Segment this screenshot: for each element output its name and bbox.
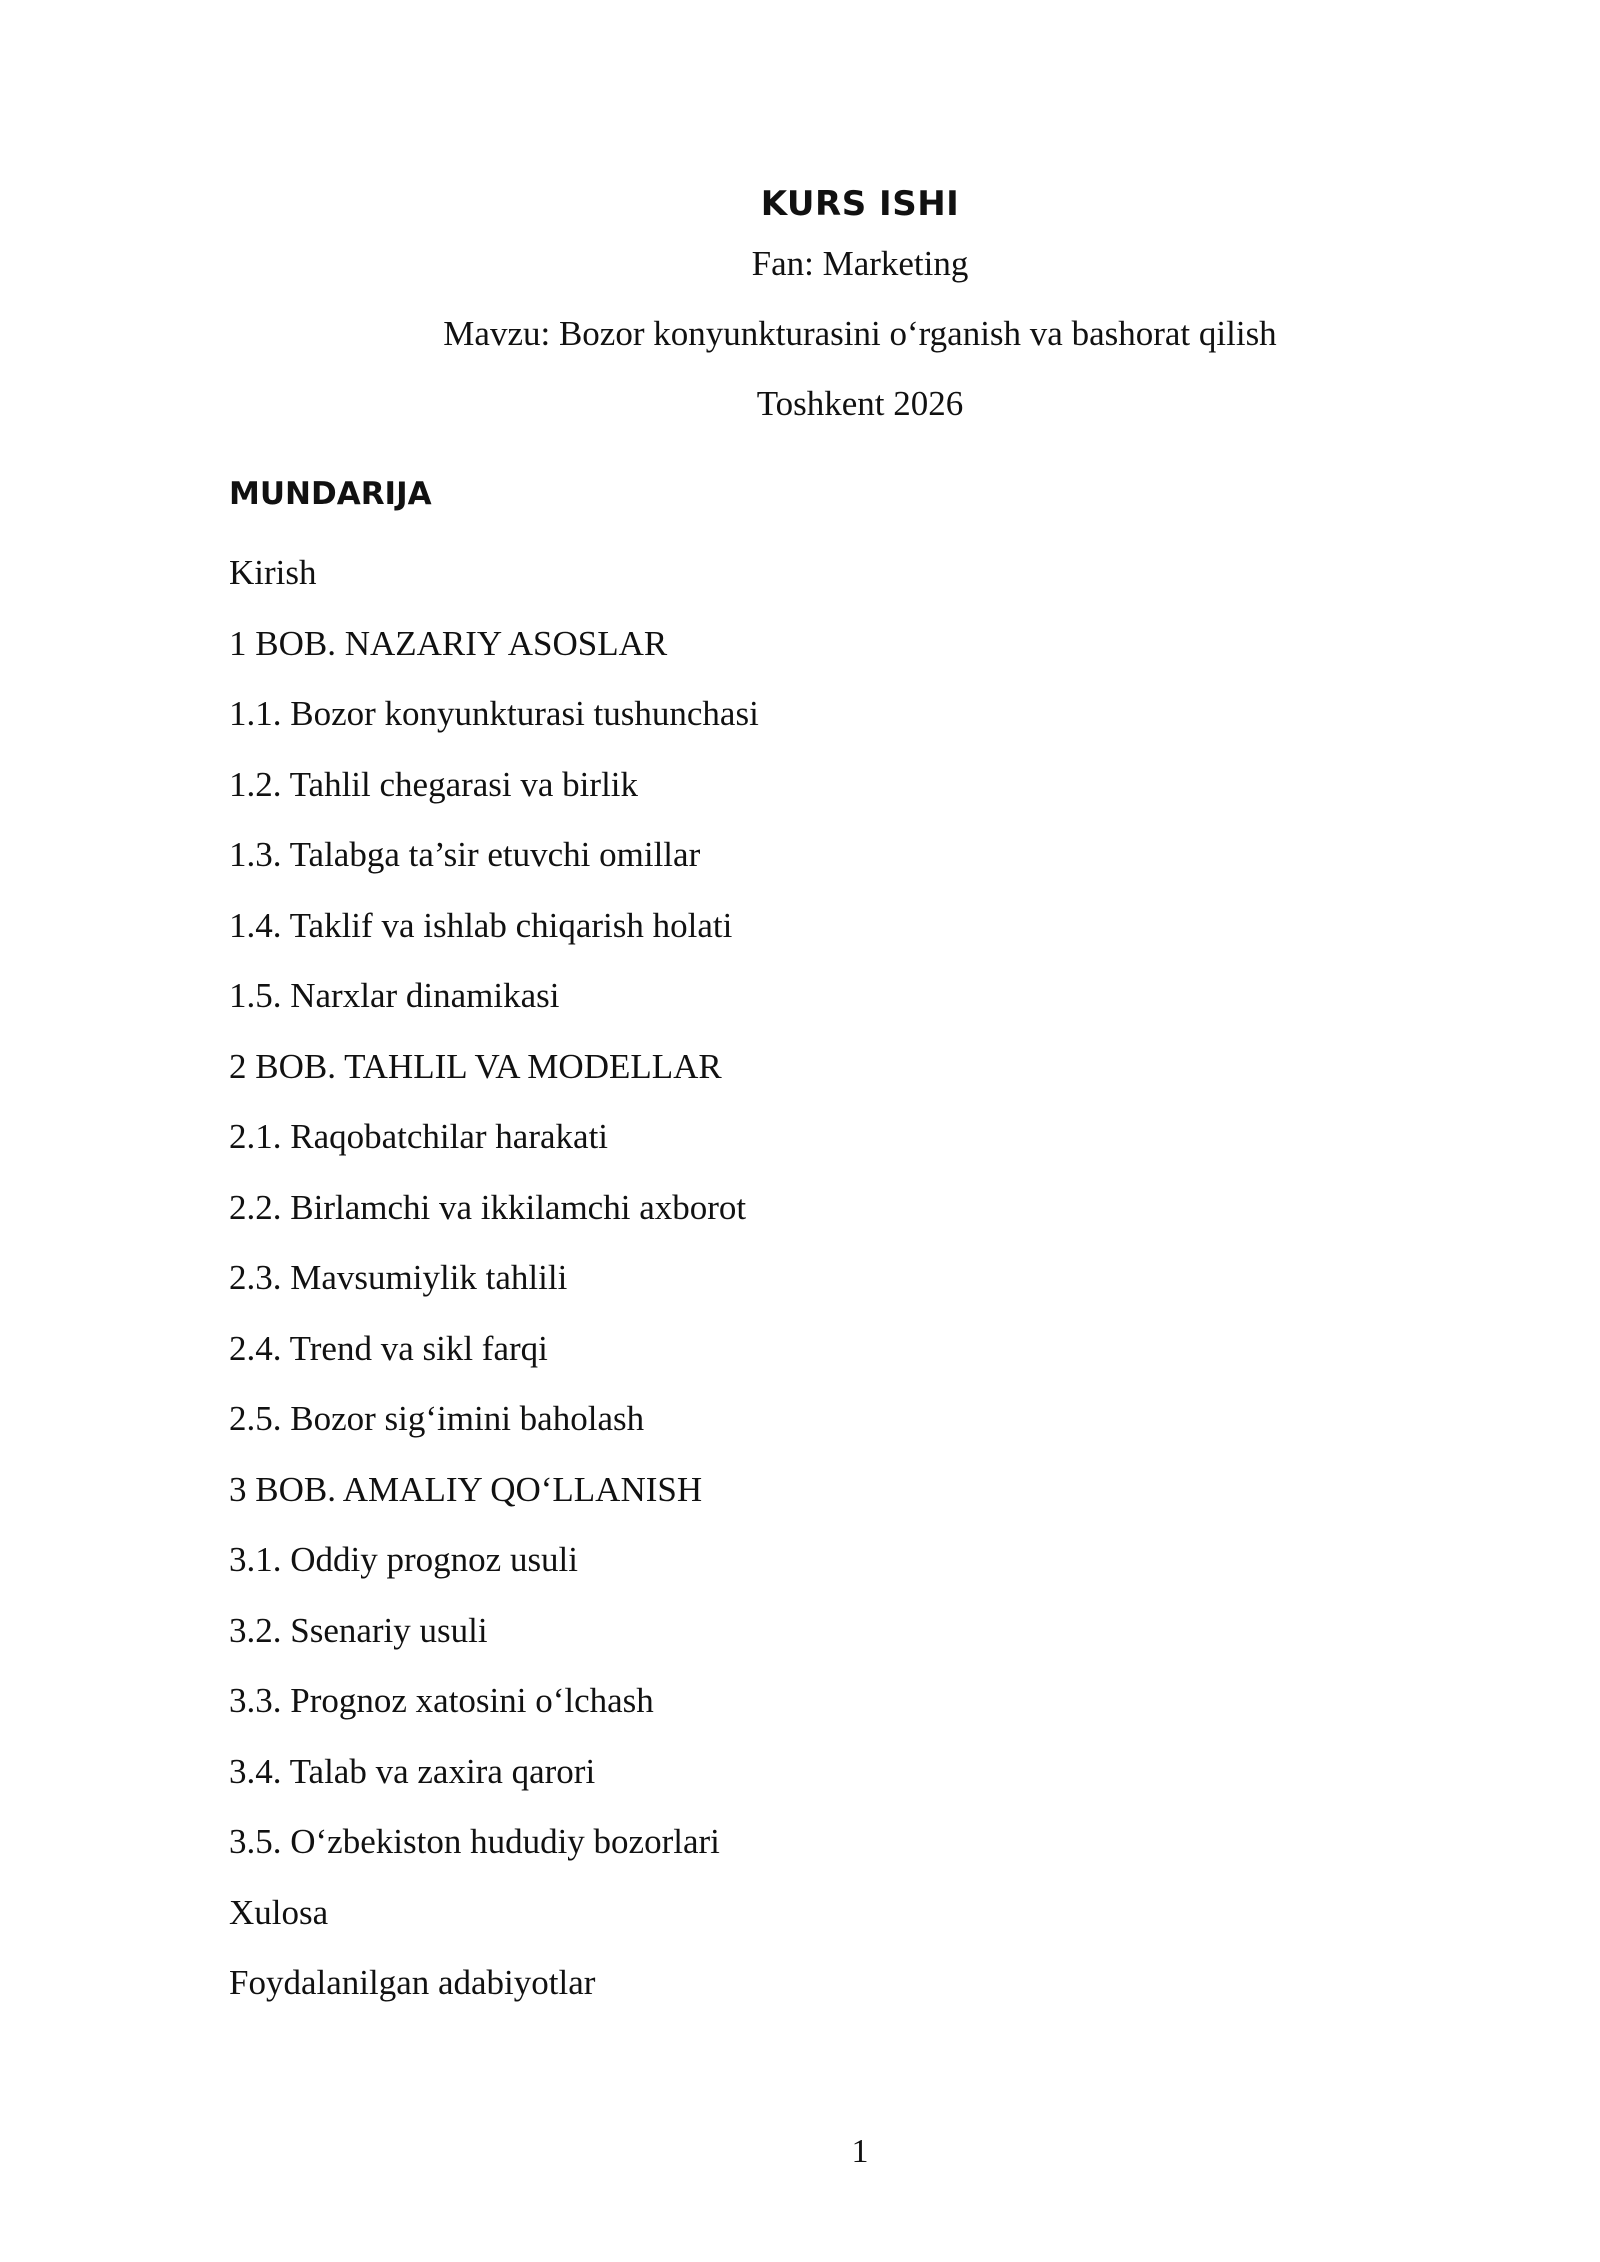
toc-item-chapter-2: 2 BOB. TAHLIL VA MODELLAR [229,1046,722,1086]
subject-line: Fan: Marketing [751,244,969,283]
toc-item-references: Foydalanilgan adabiyotlar [229,1963,596,2002]
toc-item-2-5: 2.5. Bozor sig‘imini baholash [229,1399,645,1438]
place-year-line: Toshkent 2026 [756,384,964,423]
toc-item-3-5: 3.5. O‘zbekiston hududiy bozorlari [229,1822,720,1861]
toc-item-chapter-3: 3 BOB. AMALIY QO‘LLANISH [229,1469,703,1509]
toc-item-2-3: 2.3. Mavsumiylik tahlili [229,1258,568,1297]
toc-item-3-2: 3.2. Ssenariy usuli [229,1610,488,1650]
toc-item-1-4: 1.4. Taklif va ishlab chiqarish holati [229,905,733,945]
toc-item-conclusion: Xulosa [229,1892,329,1932]
toc-item-chapter-1: 1 BOB. NAZARIY ASOSLAR [229,623,668,663]
toc-item-introduction: Kirish [229,553,317,592]
document-title: KURS ISHI [760,184,960,224]
toc-item-1-2: 1.2. Tahlil chegarasi va birlik [229,764,639,804]
toc-item-1-5: 1.5. Narxlar dinamikasi [229,976,560,1015]
toc-item-3-3: 3.3. Prognoz xatosini o‘lchash [229,1681,654,1720]
toc-item-2-1: 2.1. Raqobatchilar harakati [229,1117,609,1156]
toc-item-3-1: 3.1. Oddiy prognoz usuli [229,1540,579,1579]
table-of-contents-list [229,548,759,2029]
toc-item-3-4: 3.4. Talab va zaxira qarori [229,1751,596,1791]
page-number: 1 [851,2133,869,2170]
toc-item-1-3: 1.3. Talabga ta’sir etuvchi omillar [229,835,701,874]
toc-item-2-2: 2.2. Birlamchi va ikkilamchi axborot [229,1187,747,1227]
toc-item-2-4: 2.4. Trend va sikl farqi [229,1328,548,1368]
table-of-contents-heading: MUNDARIJA [229,476,432,512]
toc-item-1-1: 1.1. Bozor konyunkturasi tushunchasi [229,694,759,733]
topic-line: Mavzu: Bozor konyunkturasini o‘rganish va bashorat qilish [443,314,1277,353]
